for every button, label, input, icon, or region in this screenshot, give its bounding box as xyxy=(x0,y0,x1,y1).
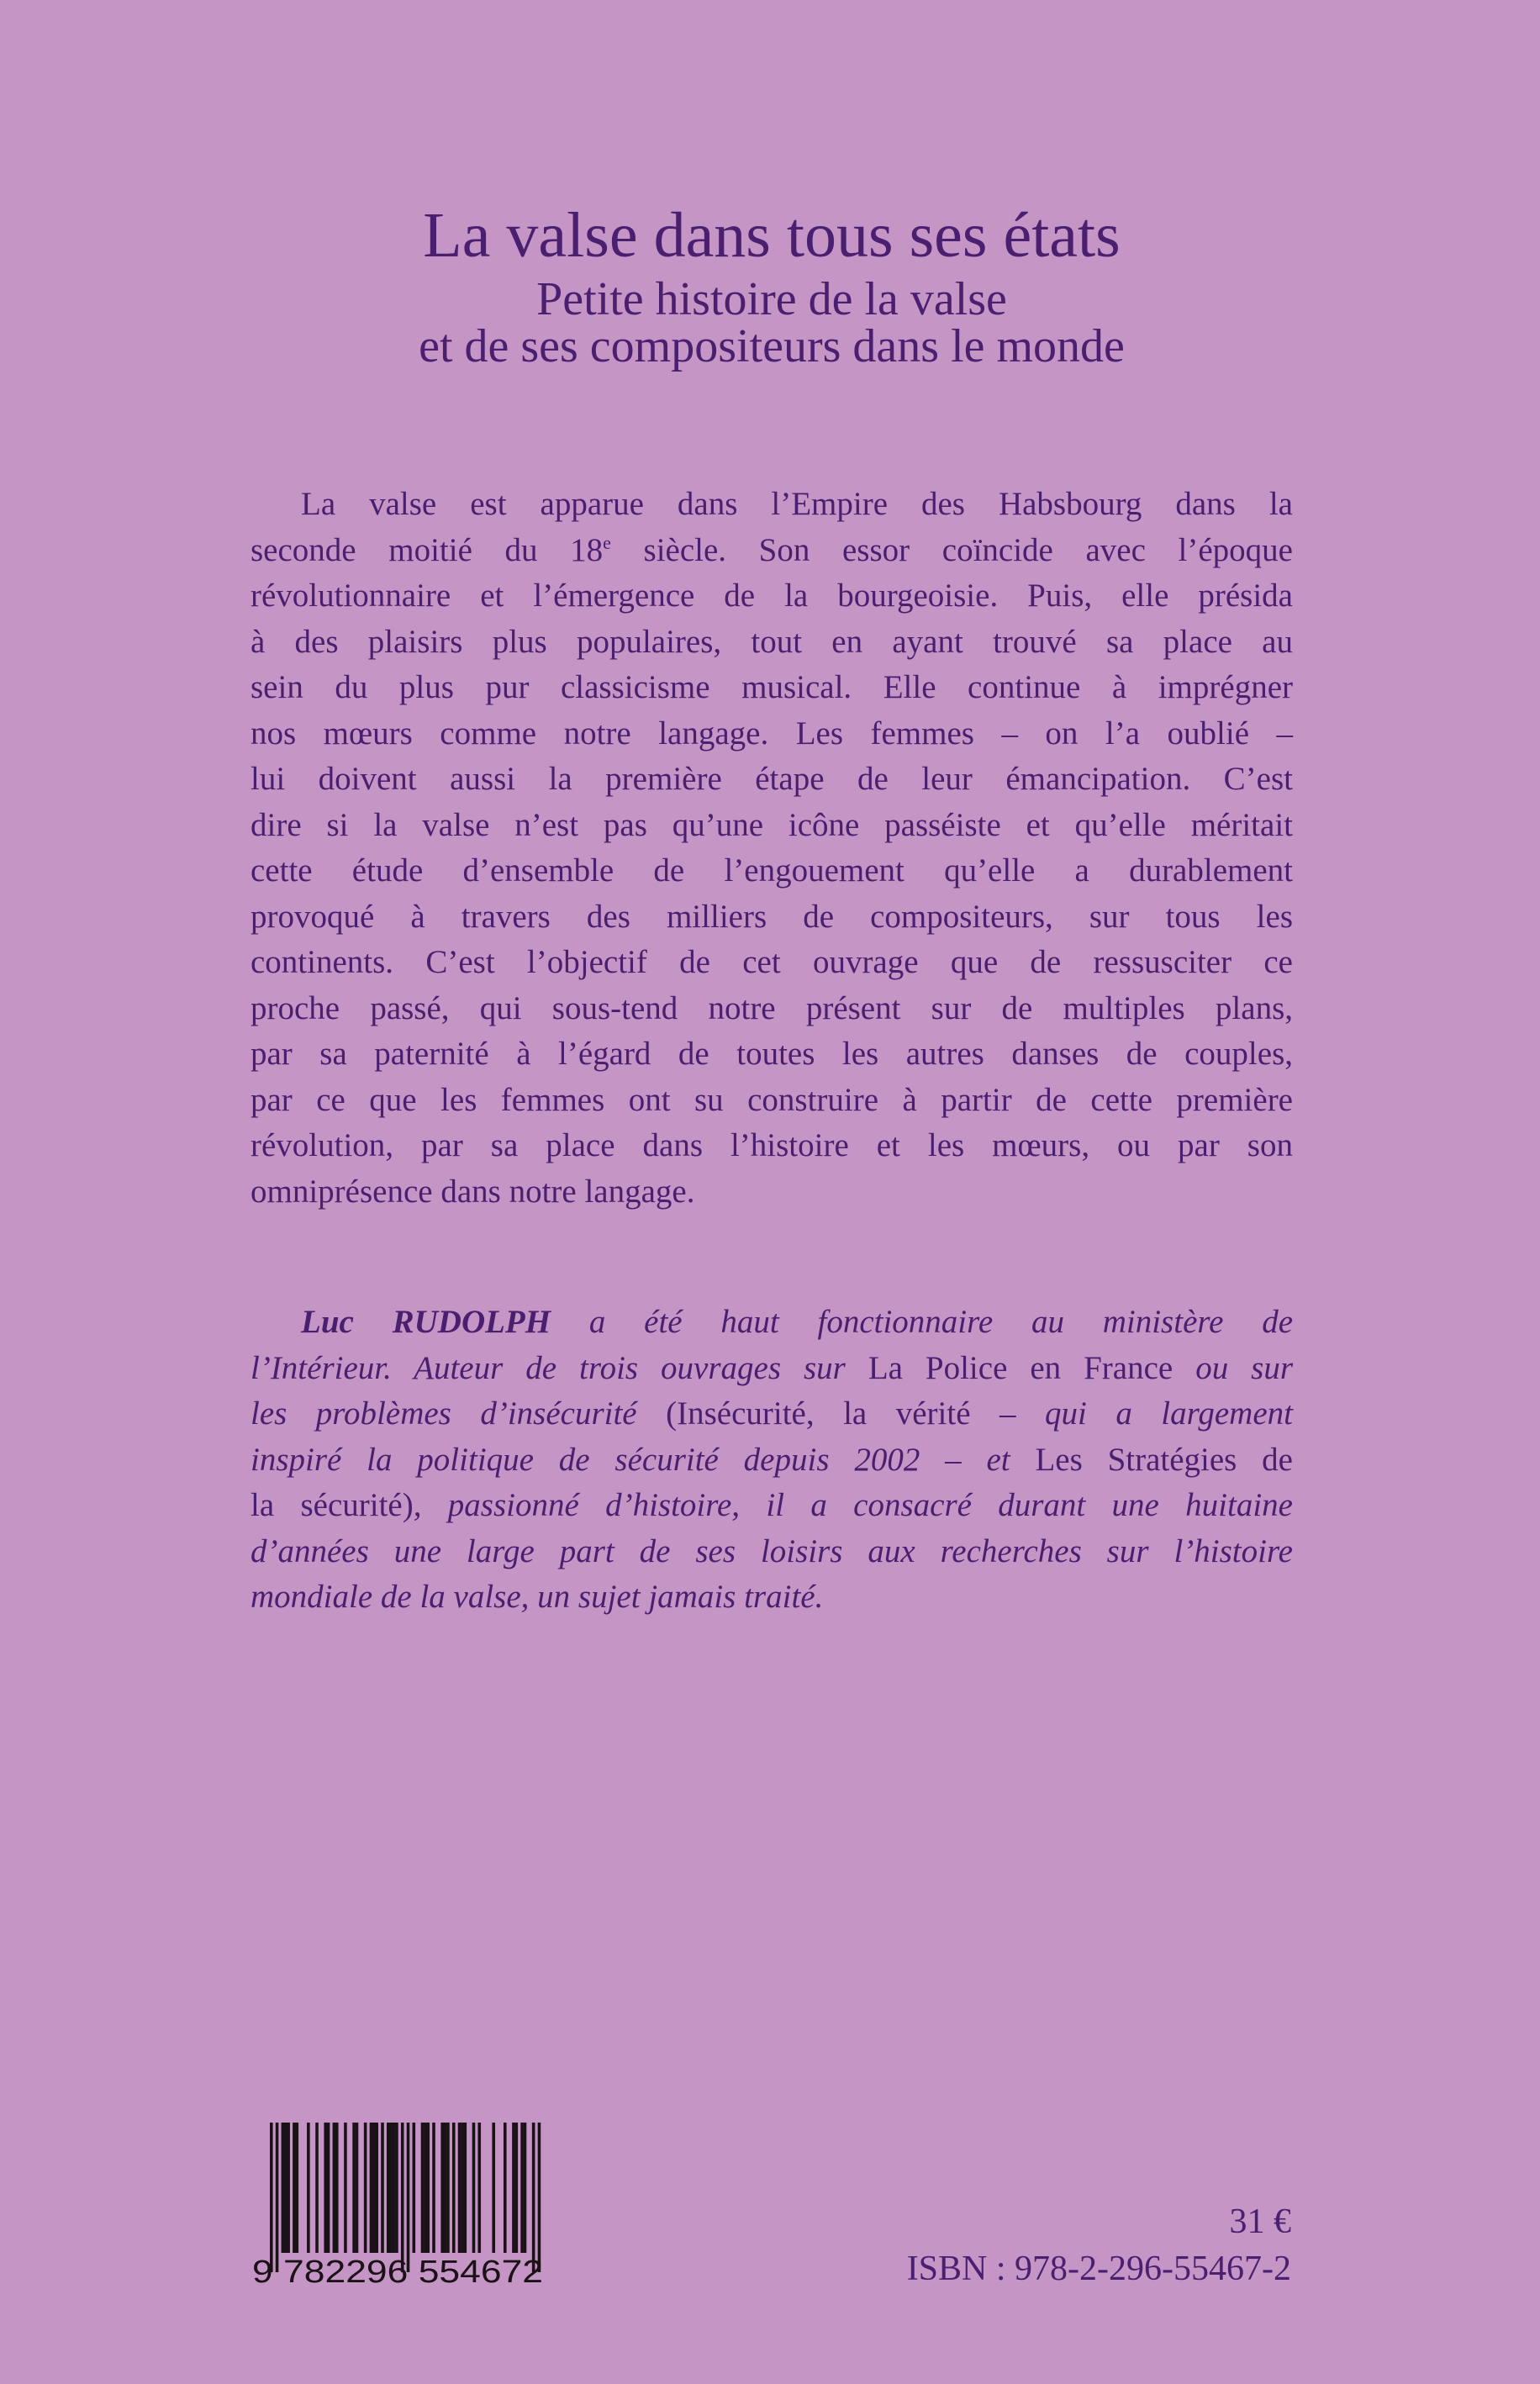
barcode-bar xyxy=(282,2123,285,2253)
barcode-bar xyxy=(532,2123,535,2272)
text-segment: ou sur xyxy=(1173,1349,1294,1386)
blurb-line xyxy=(251,711,1293,757)
barcode-bar xyxy=(296,2123,299,2253)
text-segment: siècle. Son essor coïncide avec l’époque xyxy=(610,531,1293,568)
blurb-line xyxy=(251,894,1293,941)
text-segment: (Insécurité, la vérité xyxy=(666,1395,971,1432)
text-segment: a été haut fonctionnaire au ministère de xyxy=(551,1304,1293,1340)
barcode-bar xyxy=(432,2123,435,2253)
isbn-number: ISBN : 978-2-296-55467-2 xyxy=(906,2250,1291,2288)
barcode-bar xyxy=(375,2123,378,2253)
text-segment: , passionné d’histoire, il a consacré durant une huitaine xyxy=(413,1487,1293,1523)
barcode-digits: 9 782296 554672 xyxy=(252,2255,543,2286)
blurb-line xyxy=(251,757,1293,803)
text-segment: inspiré la politique de sécurité depuis 2002 – et xyxy=(251,1441,1036,1478)
barcode-bar xyxy=(372,2123,376,2253)
blurb-line xyxy=(251,1031,1293,1078)
blurb-line xyxy=(251,573,1293,620)
barcode-bar xyxy=(504,2123,507,2253)
text-segment: à des plaisirs plus populaires, tout en ayant trouvé sa place au xyxy=(251,623,1293,660)
text-segment: révolution, par sa place dans l’histoire et les mœurs, ou par son xyxy=(251,1127,1293,1163)
barcode-bar xyxy=(356,2123,359,2253)
barcode-bar xyxy=(444,2123,447,2253)
text-segment: l’Intérieur. Auteur de trois ouvrages sur xyxy=(251,1349,868,1386)
barcode-bar xyxy=(333,2123,336,2253)
author-name: Luc RUDOLPH xyxy=(301,1304,551,1340)
barcode-bar xyxy=(477,2123,481,2253)
subtitle-line-1: Petite histoire de la valse xyxy=(536,273,1007,325)
barcode-bar xyxy=(538,2123,541,2272)
text-segment: dire si la valse n’est pas qu’une icône passéiste et qu’elle méritait xyxy=(251,806,1293,843)
text-segment: d’années une large part de ses loisirs aux recherches sur l’histoire xyxy=(251,1532,1293,1569)
blurb-line xyxy=(251,1123,1293,1169)
bio-line xyxy=(251,1529,1293,1575)
isbn-barcode xyxy=(252,2118,555,2286)
barcode-bar xyxy=(472,2123,476,2253)
blurb-line xyxy=(251,848,1293,894)
text-segment: mondiale de la valse, un sujet jamais traité. xyxy=(251,1579,824,1615)
barcode-bar xyxy=(520,2123,524,2253)
barcode-bar xyxy=(512,2123,515,2253)
barcode-bar xyxy=(352,2123,356,2253)
blurb-line xyxy=(251,940,1293,986)
blurb-line xyxy=(251,620,1293,666)
text-segment: nos mœurs comme notre langage. Les femmes – on l’a oublié – xyxy=(251,715,1293,752)
barcode-bar xyxy=(276,2123,279,2272)
barcode-bar xyxy=(293,2123,296,2253)
barcode-bar xyxy=(458,2123,461,2253)
bio-line xyxy=(251,1391,1293,1437)
barcode-bar xyxy=(395,2123,398,2253)
text-segment: révolutionnaire et l’émergence de la bourgeoisie. Puis, elle présida xyxy=(251,578,1293,614)
blurb-line xyxy=(251,986,1293,1032)
barcode-bar xyxy=(464,2123,467,2253)
text-segment: Les Stratégies de xyxy=(1035,1441,1293,1478)
barcode-bar xyxy=(401,2123,404,2272)
text-segment: proche passé, qui sous-tend notre présent sur de multiples plans, xyxy=(251,989,1293,1026)
bio-line xyxy=(251,1346,1293,1392)
barcode-bar xyxy=(327,2123,330,2253)
text-segment: seconde moitié du 18 xyxy=(251,531,604,568)
blurb-line xyxy=(251,482,1293,528)
bio-line xyxy=(251,1483,1293,1529)
barcode-bar xyxy=(393,2123,396,2253)
price: 31 € xyxy=(1229,2202,1291,2241)
text-segment: la sécurité) xyxy=(251,1487,414,1523)
barcode-bar xyxy=(461,2123,464,2253)
bio-line xyxy=(251,1437,1293,1484)
superscript: e xyxy=(603,531,611,553)
barcode-bar xyxy=(324,2123,327,2253)
barcode-bar xyxy=(284,2123,287,2253)
text-segment: continents. C’est l’objectif de cet ouvrage que de ressusciter ce xyxy=(251,944,1293,980)
barcode-bar xyxy=(387,2123,390,2253)
text-segment: provoqué à travers des milliers de compositeurs, sur tous les xyxy=(251,898,1293,935)
barcode-bar xyxy=(492,2123,495,2253)
bio-line xyxy=(251,1574,1293,1621)
barcode-bar xyxy=(335,2123,339,2253)
blurb-paragraph xyxy=(251,482,1293,1215)
barcode-bar xyxy=(407,2123,410,2272)
bio-line xyxy=(251,1300,1293,1346)
barcode-bar xyxy=(307,2123,310,2253)
text-segment: par ce que les femmes ont su construire à partir de cette première xyxy=(251,1081,1293,1118)
text-segment: La Police en France xyxy=(868,1349,1173,1386)
text-segment: – qui a largement xyxy=(970,1395,1293,1432)
barcode-bar xyxy=(440,2123,444,2253)
barcode-bar xyxy=(315,2123,319,2253)
text-segment: lui doivent aussi la première étape de leur émancipation. C’est xyxy=(251,761,1293,797)
barcode-bar xyxy=(426,2123,430,2253)
blurb-line xyxy=(251,528,1293,574)
text-segment: les problèmes d’insécurité xyxy=(251,1395,667,1432)
barcode-bar xyxy=(270,2123,273,2272)
barcode-bar xyxy=(287,2123,290,2253)
text-segment: La valse est apparue dans l’Empire des Habsbourg dans la xyxy=(301,486,1293,522)
book-title: La valse dans tous ses états xyxy=(423,200,1121,271)
barcode-bar xyxy=(424,2123,427,2253)
blurb-line xyxy=(251,803,1293,849)
barcode-bar xyxy=(389,2123,393,2253)
text-segment: par sa paternité à l’égard de toutes les autres danses de couples, xyxy=(251,1036,1293,1072)
barcode-bar xyxy=(381,2123,384,2253)
blurb-line xyxy=(251,1078,1293,1124)
barcode-bar xyxy=(364,2123,367,2253)
barcode-bar xyxy=(446,2123,450,2253)
barcode-bar xyxy=(370,2123,373,2253)
text-segment: sein du plus pur classicisme musical. Elle continue à imprégner xyxy=(251,669,1293,705)
text-segment: omniprésence dans notre langage. xyxy=(251,1173,695,1210)
barcode-bar xyxy=(524,2123,527,2253)
blurb-line xyxy=(251,665,1293,711)
subtitle-line-2: et de ses compositeurs dans le monde xyxy=(419,320,1125,372)
barcode-bar xyxy=(452,2123,456,2253)
blurb-line xyxy=(251,1169,1293,1216)
barcode-bar xyxy=(421,2123,425,2253)
author-bio-paragraph xyxy=(251,1300,1293,1621)
barcode-bar xyxy=(515,2123,519,2253)
barcode-bar xyxy=(413,2123,416,2253)
barcode-bar xyxy=(344,2123,347,2253)
text-segment: cette étude d’ensemble de l’engouement qu’elle a durablement xyxy=(251,852,1293,889)
